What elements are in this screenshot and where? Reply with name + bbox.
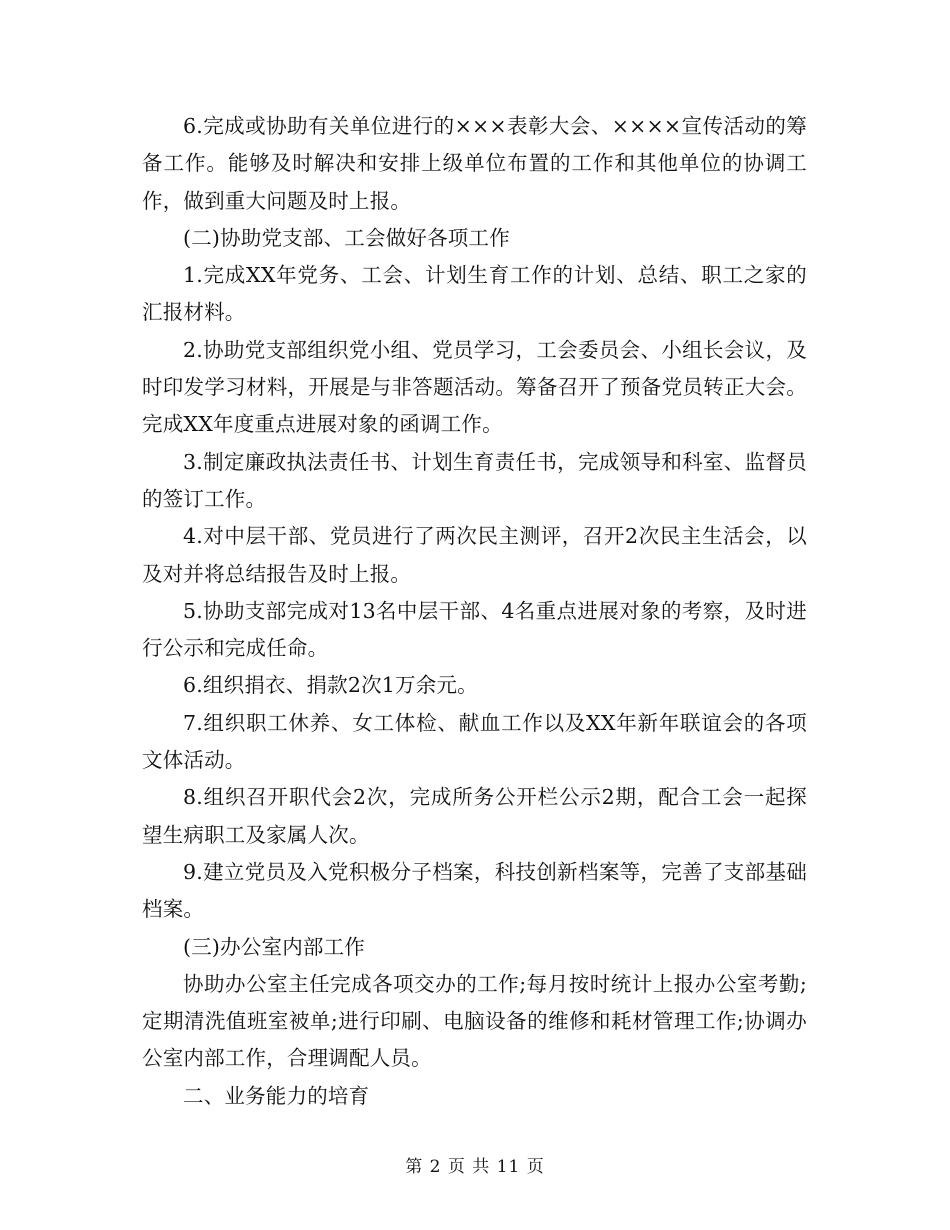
- page-number-footer: 第 2 页 共 11 页: [405, 1157, 545, 1177]
- paragraph-item-8: 8.组织召开职代会2次，完成所务公开栏公示2期，配合工会一起探望生病职工及家属人次。: [142, 785, 807, 847]
- document-body: [142, 108, 807, 1115]
- section-heading-business-ability: 二、业务能力的培育: [183, 1083, 370, 1108]
- paragraph-item-6-donation: 6.组织捐衣、捐款2次1万余元。: [183, 673, 478, 698]
- paragraph-item-1: 1.完成XX年党务、工会、计划生育工作的计划、总结、职工之家的汇报材料。: [142, 263, 807, 325]
- section-heading-party-union: (二)协助党支部、工会做好各项工作: [183, 225, 510, 250]
- paragraph-item-7: 7.组织职工休养、女工体检、献血工作以及XX年新年联谊会的各项文体活动。: [142, 710, 807, 773]
- section-heading-office-internal: (三)办公室内部工作: [183, 934, 365, 959]
- paragraph-office-work: 协助办公室主任完成各项交办的工作;每月按时统计上报办公室考勤;定期清洗值班室被单;进行印刷、电脑设备的维修和耗材管理工作;协调办公室内部工作，合理调配人员。: [142, 971, 807, 1071]
- paragraph-item-2: 2.协助党支部组织党小组、党员学习，工会委员会、小组长会议，及时印发学习材料，开展是与非答题活动。筹备召开了预备党员转正大会。完成XX年度重点进展对象的函调工作。: [142, 337, 807, 437]
- paragraph-item-9: 9.建立党员及入党积极分子档案，科技创新档案等，完善了支部基础档案。: [142, 859, 807, 922]
- paragraph-item-5: 5.协助支部完成对13名中层干部、4名重点进展对象的考察，及时进行公示和完成任命。: [142, 598, 807, 661]
- paragraph-item-6-preparation: 6.完成或协助有关单位进行的×××表彰大会、××××宣传活动的筹备工作。能够及时解决和安排上级单位布置的工作和其他单位的协调工作，做到重大问题及时上报。: [142, 114, 807, 213]
- paragraph-item-4: 4.对中层干部、党员进行了两次民主测评，召开2次民主生活会，以及对并将总结报告及时上报。: [142, 524, 807, 586]
- paragraph-item-3: 3.制定廉政执法责任书、计划生育责任书，完成领导和科室、监督员的签订工作。: [142, 449, 807, 511]
